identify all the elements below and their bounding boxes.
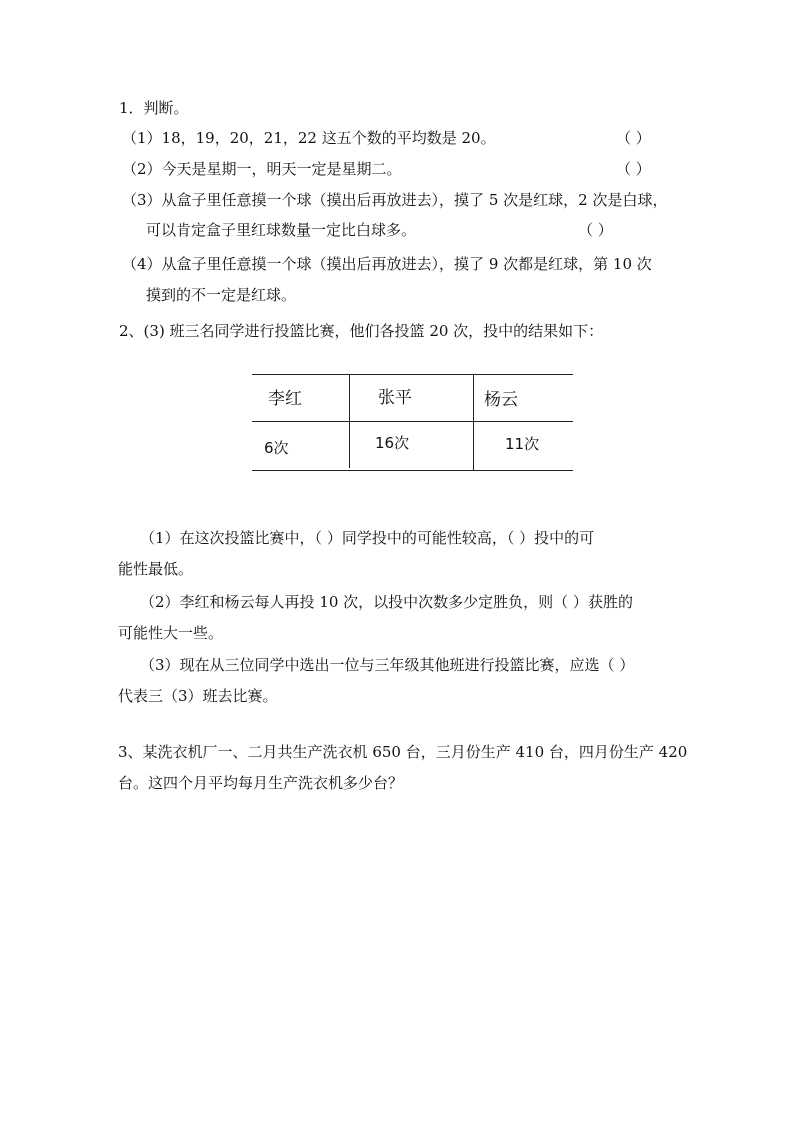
table-header-zhangping: 张平 bbox=[378, 388, 412, 408]
table-value-lihong: 6次 bbox=[264, 439, 289, 457]
table-col-divider-1 bbox=[349, 375, 350, 468]
q2-heading: 2、(3) 班三名同学进行投篮比赛，他们各投篮 20 次，投中的结果如下： bbox=[119, 322, 604, 340]
q2-sub-3-line1: （3）现在从三位同学中选出一位与三年级其他班进行投篮比赛，应选（ ） bbox=[140, 656, 635, 674]
table-header-yangyun: 杨云 bbox=[484, 390, 518, 410]
q1-heading: 1．判断。 bbox=[119, 99, 189, 117]
table-mid-rule bbox=[252, 421, 573, 422]
q1-item-3-text: （3）从盒子里任意摸一个球（摸出后再放进去），摸了 5 次是红球，2 次是白球， bbox=[122, 191, 668, 209]
q1-item-1-answer-blank[interactable]: （ ） bbox=[616, 129, 651, 147]
table-value-yangyun: 11次 bbox=[505, 435, 540, 453]
table-header-lihong: 李红 bbox=[268, 389, 302, 409]
table-col-divider-2 bbox=[473, 375, 474, 470]
table-value-zhangping: 16次 bbox=[375, 434, 410, 452]
q2-sub-1-line2: 能性最低。 bbox=[118, 560, 194, 578]
q2-sub-3-line2: 代表三（3）班去比赛。 bbox=[118, 687, 278, 705]
q2-sub-2-line1: （2）李红和杨云每人再投 10 次，以投中次数多少定胜负，则（ ）获胜的 bbox=[140, 593, 633, 611]
q2-sub-1-line1: （1）在这次投篮比赛中，（ ）同学投中的可能性较高，（ ）投中的可 bbox=[140, 529, 595, 547]
table-bottom-rule bbox=[252, 470, 573, 471]
q2-sub-2-line2: 可能性大一些。 bbox=[118, 624, 224, 642]
q1-item-2-answer-blank[interactable]: （ ） bbox=[616, 160, 651, 178]
q1-item-4-text: （4）从盒子里任意摸一个球（摸出后再放进去），摸了 9 次都是红球，第 10 次 bbox=[122, 255, 652, 273]
q1-item-1-text: （1）18，19，20，21，22 这五个数的平均数是 20。 bbox=[122, 129, 496, 147]
table-top-rule bbox=[252, 374, 573, 375]
q1-item-3-answer-blank[interactable]: （ ） bbox=[578, 221, 613, 239]
q1-item-2-text: （2）今天是星期一，明天一定是星期二。 bbox=[122, 160, 402, 178]
q3-line2: 台。这四个月平均每月生产洗衣机多少台？ bbox=[118, 774, 404, 792]
q3-line1: 3、某洗衣机厂一、二月共生产洗衣机 650 台，三月份生产 410 台，四月份生产 420 bbox=[118, 743, 688, 761]
q1-item-3-text-cont: 可以肯定盒子里红球数量一定比白球多。 bbox=[146, 221, 417, 239]
q1-item-4-text-cont: 摸到的不一定是红球。 bbox=[146, 286, 297, 304]
